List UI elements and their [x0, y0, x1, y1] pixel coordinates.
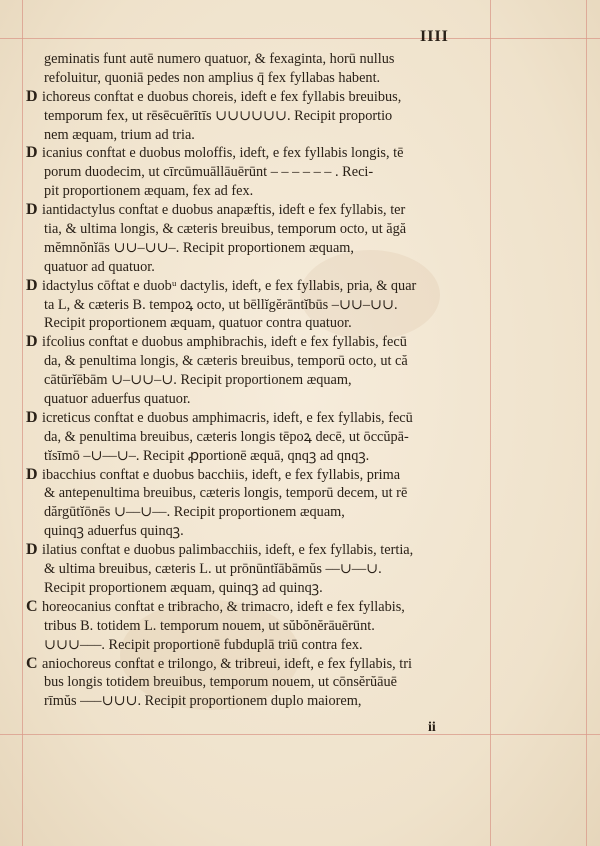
text-line — [26, 655, 494, 674]
text-line — [26, 617, 494, 636]
line-text: Recipit proportionem æquam, quatuor contra quatuor. — [44, 315, 352, 332]
folio-number: IIII — [420, 28, 449, 45]
text-line — [26, 50, 494, 69]
line-text: rīmŭs –––∪∪∪. Recipit proportionem duplo maiorem, — [44, 693, 362, 710]
line-text: ilatius conftat e duobus palimbacchiis, ideft, e fex fyllabis, tertia, — [42, 542, 414, 559]
line-text: ta L, & cæteris B. tempoꝝ octo, ut bēllĭgĕrāntĭbūs –∪∪–∪∪. — [44, 296, 398, 313]
line-text: quatuor ad quatuor. — [44, 258, 155, 275]
text-line — [26, 541, 494, 560]
text-line — [26, 126, 494, 145]
text-line — [26, 484, 494, 503]
line-text: mĕmnŏnĭās ∪∪–∪∪–. Recipit proportionem æquam, — [44, 239, 354, 256]
text-line — [26, 390, 494, 409]
line-text: iantidactylus conftat e duobus anapæftis, ideft e fex fyllabis, ter — [42, 202, 406, 219]
initial-letter: C — [26, 597, 38, 615]
initial-letter: D — [26, 276, 38, 294]
line-text: da, & penultima longis, & cæteris breuibus, temporū octo, ut că — [44, 353, 408, 370]
initial-letter: D — [26, 144, 38, 162]
line-text: cātūrĭēbām ∪–∪∪–∪. Recipit proportionem æquam, — [44, 372, 352, 389]
line-text: tribus B. totidem L. temporum nouem, ut sŭbŏnĕrāuērūnt. — [44, 617, 375, 634]
line-text: Recipit proportionem æquam, quinqꝫ ad quinqꝫ. — [44, 579, 323, 596]
text-line — [26, 107, 494, 126]
ruled-line — [0, 734, 600, 735]
line-text: idactylus cōftat e duobᵘ dactylis, ideft, e fex fyllabis, pria, & quar — [42, 277, 417, 294]
initial-letter: C — [26, 654, 38, 672]
line-text: nem æquam, trium ad tria. — [44, 126, 195, 143]
line-text: & antepenultima breuibus, cæteris longis, temporū decem, ut rē — [44, 485, 408, 502]
line-text: dărgūtĭōnēs ∪––∪––. Recipit proportionem æquam, — [44, 504, 345, 521]
line-text: porum duodecim, ut cīrcūmuāllāuērūnt – – – – – – . Reci- — [44, 164, 374, 181]
text-line — [26, 692, 494, 711]
text-line — [26, 673, 494, 692]
line-text: tĭsīmō –∪––∪–. Recipit ꝓportionē æquā, qnqꝫ ad qnqꝫ. — [44, 447, 370, 464]
initial-letter: D — [26, 201, 38, 219]
ruled-line — [0, 38, 600, 39]
line-text: horeocanius conftat e tribracho, & trimacro, ideft e fex fyllabis, — [42, 598, 405, 615]
line-text: ∪∪∪–––. Recipit proportionē fubduplā triū contra fex. — [44, 636, 363, 653]
line-text: aniochoreus conftat e trilongo, & tribreui, ideft, e fex fyllabis, tri — [42, 655, 413, 672]
text-line — [26, 560, 494, 579]
initial-letter: D — [26, 465, 38, 483]
text-line — [26, 598, 494, 617]
text-line — [26, 333, 494, 352]
line-text: refoluitur, quoniā pedes non amplius q̄ fex fyllabas habent. — [44, 69, 381, 86]
text-line — [26, 352, 494, 371]
initial-letter: D — [26, 333, 38, 351]
line-text: da, & penultima breuibus, cæteris longis tēpoꝝ decē, ut ōccŭpā- — [44, 428, 409, 445]
text-line — [26, 201, 494, 220]
text-line — [26, 522, 494, 541]
text-line — [26, 314, 494, 333]
text-line — [26, 371, 494, 390]
line-text: quinqꝫ aduerfus quinqꝫ. — [44, 523, 184, 540]
initial-letter: D — [26, 408, 38, 426]
text-line — [26, 277, 494, 296]
text-line — [26, 239, 494, 258]
text-line — [26, 144, 494, 163]
text-line — [26, 466, 494, 485]
initial-letter: D — [26, 541, 38, 559]
signature-mark: ii — [428, 720, 436, 735]
text-line — [26, 296, 494, 315]
text-line — [26, 258, 494, 277]
text-line — [26, 579, 494, 598]
text-line — [26, 503, 494, 522]
text-line — [26, 163, 494, 182]
text-line — [26, 428, 494, 447]
line-text: ibacchius conftat e duobus bacchiis, ideft, e fex fyllabis, prima — [42, 466, 401, 483]
main-text-block — [26, 50, 494, 711]
ruled-line — [586, 0, 587, 846]
text-line — [26, 220, 494, 239]
line-text: quatuor aduerfus quatuor. — [44, 391, 191, 408]
line-text: icreticus conftat e duobus amphimacris, ideft, e fex fyllabis, fecū — [42, 409, 413, 426]
line-text: pit proportionem æquam, fex ad fex. — [44, 183, 254, 200]
initial-letter: D — [26, 87, 38, 105]
text-line — [26, 88, 494, 107]
line-text: bus longis totidem breuibus, temporum nouem, ut cōnsĕrŭāuē — [44, 674, 397, 691]
text-line — [26, 409, 494, 428]
line-text: tia, & ultima longis, & cæteris breuibus, temporum octo, ut ăgă — [44, 221, 407, 238]
line-text: ichoreus conftat e duobus choreis, ideft e fex fyllabis breuibus, — [42, 88, 402, 105]
text-line — [26, 636, 494, 655]
line-text: geminatis funt autē numero quatuor, & fexaginta, horū nullus — [44, 51, 395, 67]
text-line — [26, 69, 494, 88]
line-text: & ultima breuibus, cæteris L. ut prōnūntĭābāmŭs ––∪––∪. — [44, 561, 382, 578]
line-text: icanius conftat e duobus moloffis, ideft, e fex fyllabis longis, tē — [42, 145, 404, 162]
line-text: ifcolius conftat e duobus amphibrachis, ideft e fex fyllabis, fecū — [42, 334, 407, 351]
text-line — [26, 447, 494, 466]
line-text: temporum fex, ut rēsēcuērītīs ∪∪∪∪∪∪. Recipit proportio — [44, 107, 393, 124]
ruled-line — [22, 0, 23, 846]
text-line — [26, 182, 494, 201]
